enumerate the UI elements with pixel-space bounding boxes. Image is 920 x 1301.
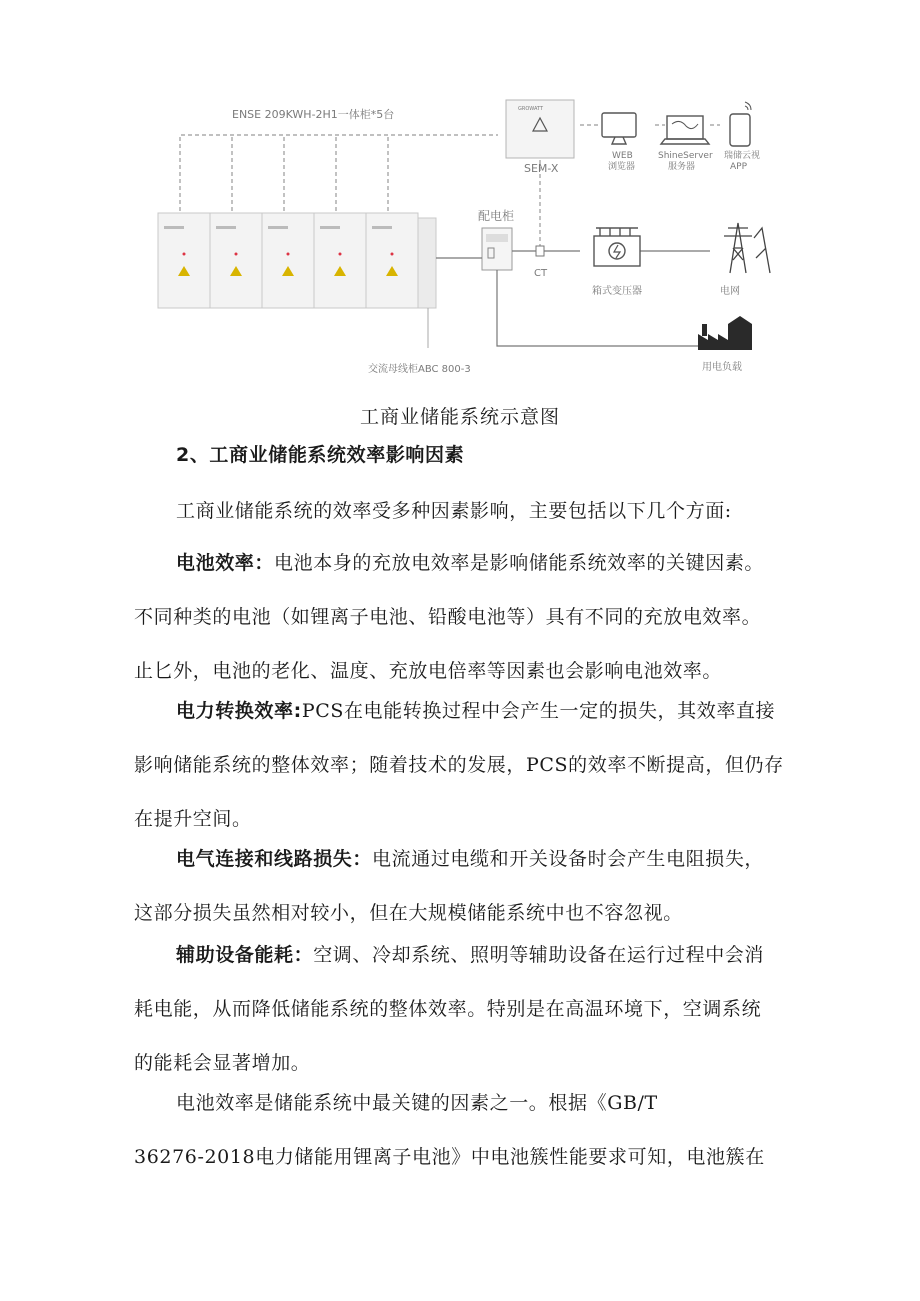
grid-label: 电网 [720,286,740,297]
bus-label: 交流母线柜ABC 800-3 [368,364,471,375]
intro-paragraph [134,484,794,538]
browser-label: 浏览器 [608,162,636,172]
laptop-icon [661,116,709,144]
transformer-label: 箱式变压器 [592,286,642,297]
app-label: 瑞储云视 [724,151,761,161]
figure-caption: 工商业储能系统示意图 [359,406,560,428]
aux-text-3: 的能耗会显著增加。 [134,1052,311,1074]
server-label: ShineServer [658,151,713,161]
ct-label: CT [534,268,548,279]
cabinet-model-label: ENSE 209KWH-2H1一体柜*5台 [232,108,395,121]
transformer-icon [594,228,640,266]
final-paragraph [134,1076,794,1184]
system-diagram [150,88,790,388]
aux-paragraph [134,928,794,1090]
load-label: 用电负载 [702,362,742,373]
electric-text-2: 这部分损失虽然相对较小，但在大规模储能系统中也不容忽视。 [134,902,683,924]
brand-label: GROWATT [518,106,544,112]
grid-tower-icon [724,223,770,273]
monitor-icon [602,113,636,144]
power-text-1: PCS在电能转换过程中会产生一定的损失，其效率直接 [301,700,776,722]
battery-text-2: 不同种类的电池（如锂离子电池、铅酸电池等）具有不同的充放电效率。 [134,606,762,628]
aux-text-2: 耗电能，从而降低储能系统的整体效率。特别是在高温环境下，空调系统 [134,998,762,1020]
sem-x-controller [506,100,574,158]
electric-paragraph [134,832,794,940]
battery-text-3: 止匕外，电池的老化、温度、充放电倍率等因素也会影响电池效率。 [134,660,723,682]
power-text-3: 在提升空间。 [134,808,252,830]
battery-cabinets [158,213,436,308]
sem-x-label: SEM-X [524,162,559,175]
ct-sensor [536,246,544,256]
power-label: 电力转换效率: [176,700,302,722]
electric-text-1: 电流通过电缆和开关设备时会产生电阻损失， [372,848,765,870]
intro-text: 工商业储能系统的效率受多种因素影响，主要包括以下几个方面: [176,500,732,522]
final-text-1: 电池效率是储能系统中最关键的因素之一。根据《GB/T [176,1092,658,1114]
server-sub-label: 服务器 [668,162,696,172]
electric-label: 电气连接和线路损失： [176,848,373,870]
battery-text-1: 电池本身的充放电效率是影响储能系统效率的关键因素。 [274,552,765,574]
distribution-label: 配电柜 [478,209,515,223]
aux-text-1: 空调、冷却系统、照明等辅助设备在运行过程中会消 [313,944,765,966]
app-sub-label: APP [730,162,748,172]
power-text-2: 影响储能系统的整体效率；随着技术的发展，PCS的效率不断提高，但仍存 [134,754,784,776]
factory-icon [698,316,752,350]
power-paragraph [134,684,794,846]
aux-label: 辅助设备能耗： [176,944,314,966]
phone-icon [730,102,751,146]
section-heading: 2、工商业储能系统效率影响因素 [176,444,465,466]
power-lines [436,251,710,346]
battery-label: 电池效率： [176,552,275,574]
final-text-2: 36276-2018电力储能用锂离子电池》中电池簇性能要求可知，电池簇在 [134,1146,765,1168]
web-label: WEB [612,151,633,161]
distribution-cabinet [482,228,512,270]
battery-paragraph [134,536,794,698]
